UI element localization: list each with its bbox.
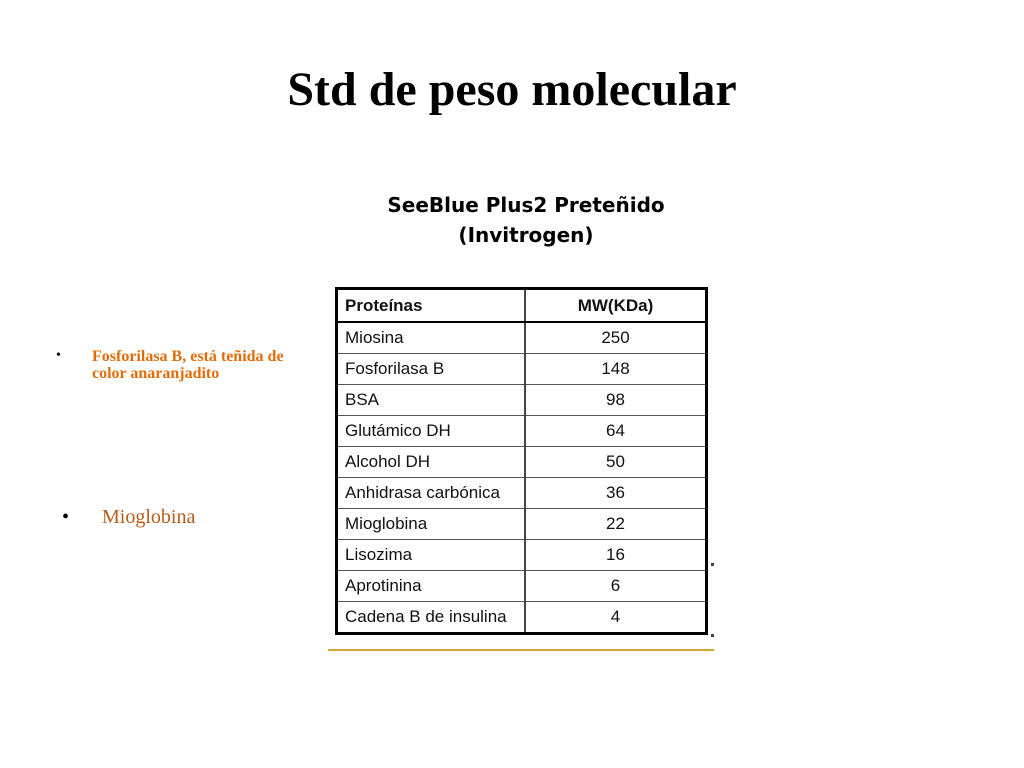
bullet-mioglobina xyxy=(62,506,282,529)
bullet-marker: • xyxy=(62,506,70,528)
protein-mw-cell: 98 xyxy=(525,385,707,416)
protein-name-cell: Lisozima xyxy=(337,540,526,571)
protein-mw-cell: 64 xyxy=(525,416,707,447)
accent-underline xyxy=(328,649,714,651)
bullet-fosforilasa xyxy=(56,348,316,382)
table-caption-line-1: SeeBlue Plus2 Preteñido xyxy=(387,193,665,217)
table-row xyxy=(337,322,707,354)
table-row xyxy=(337,416,707,447)
protein-mw-cell: 148 xyxy=(525,354,707,385)
protein-name-cell: Miosina xyxy=(337,322,526,354)
protein-mw-table xyxy=(335,287,708,635)
stray-mark xyxy=(711,563,714,566)
table-header-row xyxy=(337,289,707,323)
protein-name-cell: BSA xyxy=(337,385,526,416)
protein-name-cell: Mioglobina xyxy=(337,509,526,540)
protein-name-cell: Anhidrasa carbónica xyxy=(337,478,526,509)
protein-mw-cell: 16 xyxy=(525,540,707,571)
table-row xyxy=(337,509,707,540)
bullet-text-fosforilasa: Fosforilasa B, está teñida de color anaranjadito xyxy=(92,348,284,382)
bullet-text-mioglobina: Mioglobina xyxy=(102,506,196,528)
protein-mw-cell: 4 xyxy=(525,602,707,634)
table-row xyxy=(337,478,707,509)
stray-mark xyxy=(711,634,714,637)
protein-name-cell: Glutámico DH xyxy=(337,416,526,447)
protein-mw-cell: 36 xyxy=(525,478,707,509)
bullet-marker: • xyxy=(56,348,61,363)
table-row xyxy=(337,540,707,571)
protein-mw-cell: 250 xyxy=(525,322,707,354)
protein-name-cell: Fosforilasa B xyxy=(337,354,526,385)
header-mw: MW(KDa) xyxy=(525,289,707,323)
protein-table-container xyxy=(335,287,708,635)
protein-name-cell: Aprotinina xyxy=(337,571,526,602)
protein-mw-cell: 22 xyxy=(525,509,707,540)
table-row xyxy=(337,602,707,634)
table-row xyxy=(337,571,707,602)
table-caption xyxy=(342,190,710,250)
table-row xyxy=(337,354,707,385)
table-caption-line-2: (Invitrogen) xyxy=(458,223,594,247)
protein-mw-cell: 6 xyxy=(525,571,707,602)
header-proteinas: Proteínas xyxy=(337,289,526,323)
slide-title: Std de peso molecular xyxy=(287,63,737,116)
table-row xyxy=(337,385,707,416)
protein-mw-cell: 50 xyxy=(525,447,707,478)
table-row xyxy=(337,447,707,478)
protein-name-cell: Cadena B de insulina xyxy=(337,602,526,634)
protein-name-cell: Alcohol DH xyxy=(337,447,526,478)
